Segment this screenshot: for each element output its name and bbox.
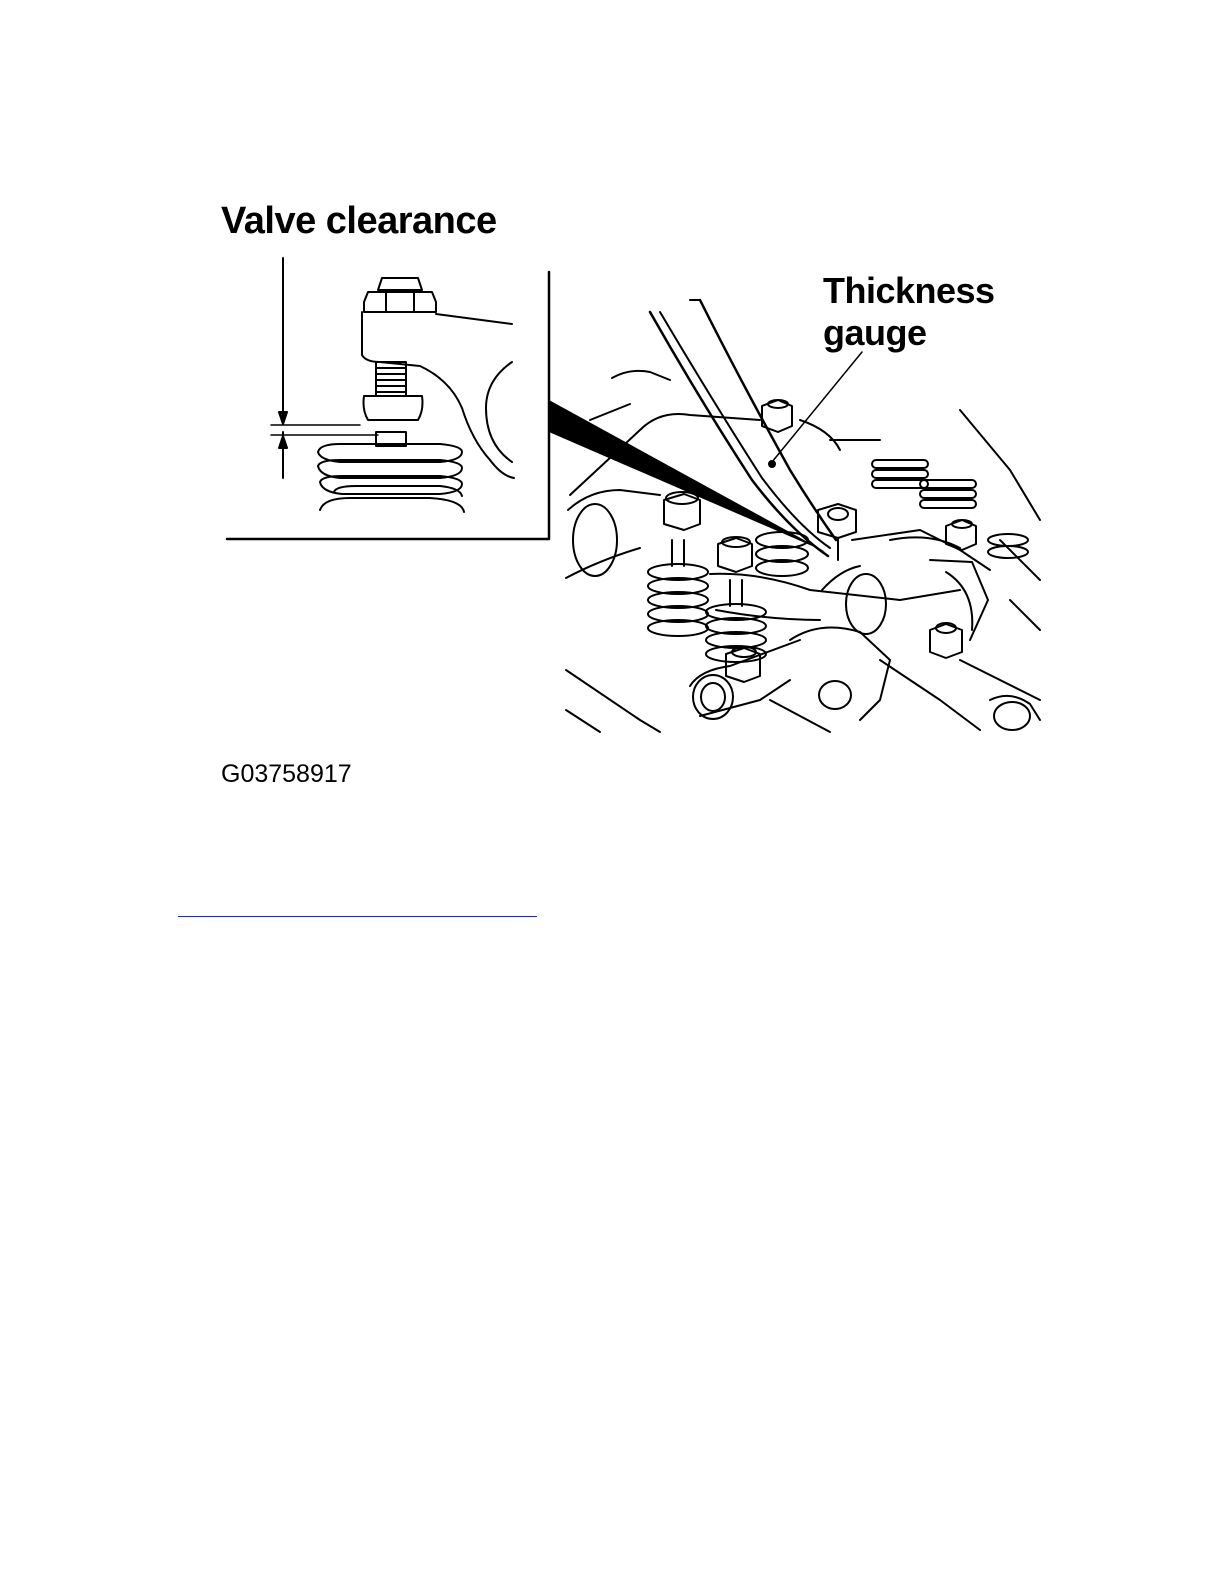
inset-detail [227, 258, 549, 539]
document-link[interactable] [178, 896, 537, 917]
valve-clearance-label: Valve clearance [221, 200, 497, 242]
thickness-gauge-label-line1: Thickness [823, 270, 995, 311]
figure-code: G03758917 [221, 760, 352, 788]
thickness-gauge-label [823, 270, 995, 354]
thickness-gauge-label-line2: gauge [823, 312, 927, 353]
engine-drawing [549, 300, 1040, 732]
